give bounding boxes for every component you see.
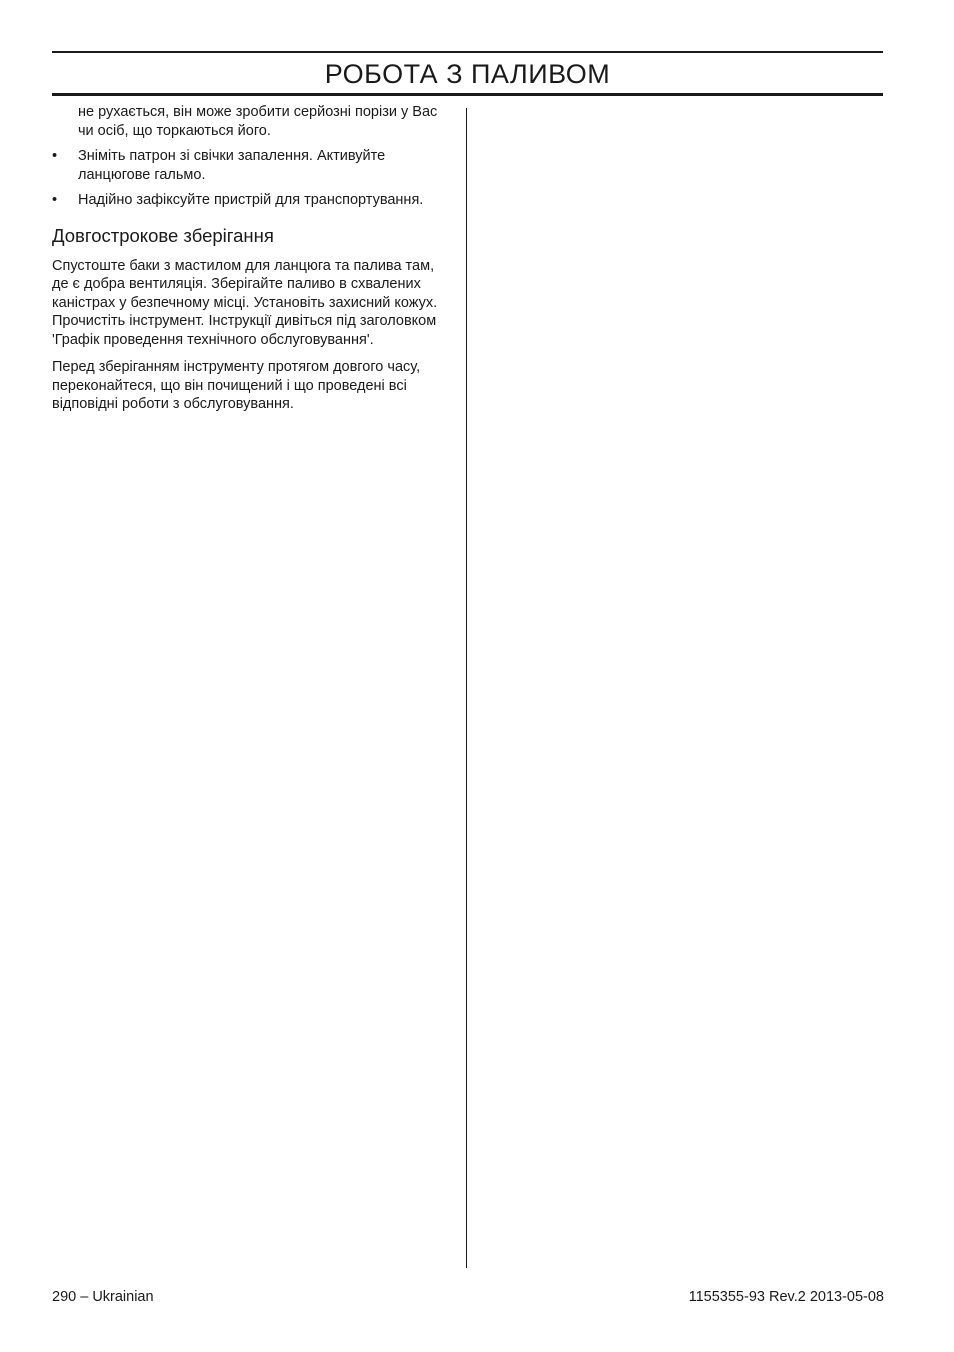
section-heading: Довгострокове зберігання (52, 224, 274, 246)
left-column (52, 103, 452, 423)
header-rule-top (52, 51, 883, 53)
bullet-mark: • (52, 192, 58, 208)
bullet-text: Зніміть патрон зі свічки запалення. Активуйте ланцюгове гальмо. (78, 148, 386, 183)
footer-doc-ref: 1155355-93 Rev.2 2013-05-08 (688, 1289, 884, 1305)
bullet-text: Надійно зафіксуйте пристрій для транспортування. (78, 192, 424, 208)
paragraph: Спустоште баки з мастилом для ланцюга та палива там, де є добра вентиляція. Зберігайте паливо в схвалених каністрах у безпечному місці. Установіть захисний кожух. Прочистіть інструмент. Інструкції дивіться під заголовком 'Графік проведення технічного обслуговування'. (52, 257, 438, 348)
bullet-item (52, 147, 452, 184)
header-rule-bottom (52, 93, 883, 96)
paragraph: Перед зберіганням інструменту протягом довгого часу, переконайтеся, що він почищений і що проведені всі відповідні роботи з обслуговування. (52, 359, 421, 412)
bullet-item (52, 191, 452, 210)
continued-bullet-text: не рухається, він може зробити серйозні порізи у Вас чи осіб, що торкаються його. (78, 104, 438, 139)
footer-page-label: 290 – Ukrainian (52, 1289, 154, 1305)
page-title: РОБОТА З ПАЛИВОМ (324, 59, 611, 89)
column-divider (466, 108, 467, 1268)
bullet-mark: • (52, 148, 58, 164)
